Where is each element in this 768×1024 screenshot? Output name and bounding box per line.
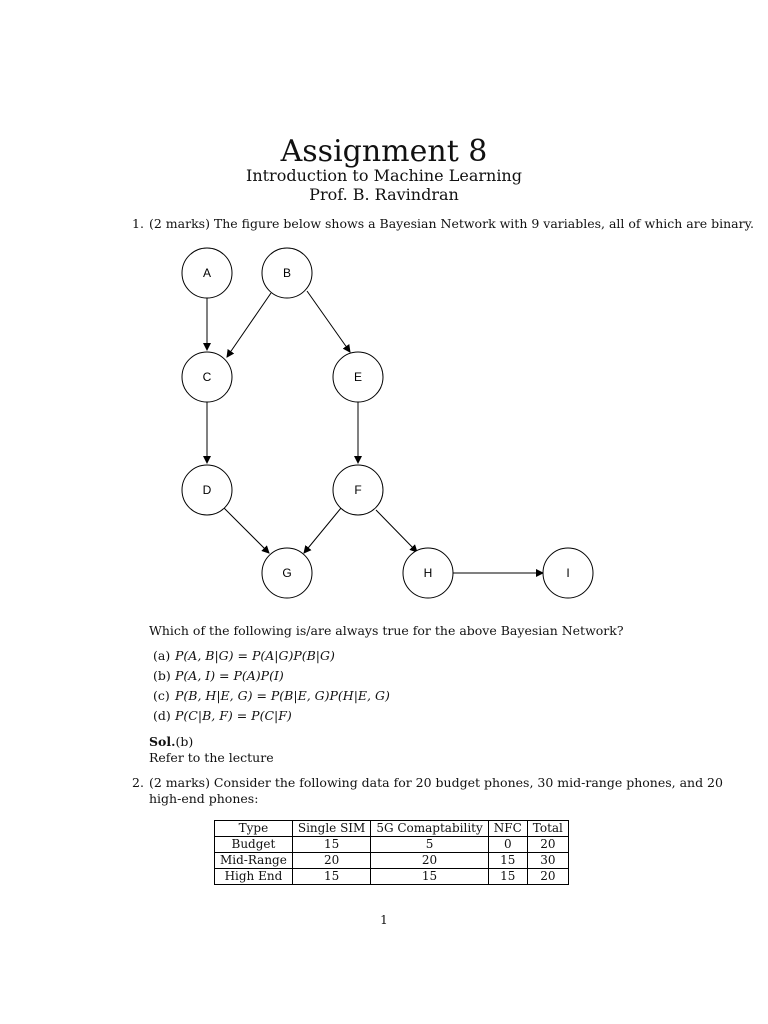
question-text-line-2: high-end phones: xyxy=(149,791,259,806)
option-expression: P(A, B|G) = P(A|G)P(B|G) xyxy=(175,648,335,663)
header-cell: Total xyxy=(527,821,568,837)
node-label: I xyxy=(566,566,570,580)
phone-data-table xyxy=(214,820,569,885)
node-label: F xyxy=(354,483,362,497)
question-text-line-1: (2 marks) Consider the following data for 20 budget phones, 30 mid-range phones, and 20 xyxy=(149,775,723,790)
node-e xyxy=(333,352,383,402)
table-cell: 0 xyxy=(488,837,527,853)
node-f xyxy=(333,465,383,515)
table-row xyxy=(215,837,569,853)
table-cell: 30 xyxy=(527,853,568,869)
edge-d-g xyxy=(224,508,269,553)
node-label: H xyxy=(423,566,433,580)
edge-b-c xyxy=(227,293,271,357)
node-d xyxy=(182,465,232,515)
node-label: C xyxy=(202,370,212,384)
option-a xyxy=(153,648,335,663)
table-row xyxy=(215,869,569,885)
solution xyxy=(149,734,193,750)
question-number: 2. xyxy=(132,775,144,790)
node-label: A xyxy=(202,266,212,280)
option-label: (c) xyxy=(153,688,170,703)
table-cell: 15 xyxy=(488,869,527,885)
option-b xyxy=(153,668,284,683)
option-expression: P(C|B, F) = P(C|F) xyxy=(175,708,292,723)
question-text: (2 marks) The figure below shows a Bayesian Network with 9 variables, all of which are binary. xyxy=(149,216,754,231)
table-cell: 15 xyxy=(292,869,370,885)
node-b xyxy=(262,248,312,298)
solution-label: Sol. xyxy=(149,734,176,749)
edge-b-e xyxy=(307,291,350,352)
table-cell: 15 xyxy=(371,869,488,885)
table-cell: 20 xyxy=(527,869,568,885)
solution-answer: (b) xyxy=(175,734,194,749)
option-label: (b) xyxy=(153,668,171,683)
table-row xyxy=(215,853,569,869)
table-header-row xyxy=(215,821,569,837)
node-c xyxy=(182,352,232,402)
header-cell: NFC xyxy=(488,821,527,837)
node-label: B xyxy=(282,266,292,280)
solution-note: Refer to the lecture xyxy=(149,750,274,765)
option-c xyxy=(153,688,390,703)
node-i xyxy=(543,548,593,598)
node-a xyxy=(182,248,232,298)
node-h xyxy=(403,548,453,598)
edge-f-g xyxy=(304,508,341,553)
question-number: 1. xyxy=(132,216,144,231)
option-expression: P(B, H|E, G) = P(B|E, G)P(H|E, G) xyxy=(175,688,390,703)
option-label: (a) xyxy=(153,648,171,663)
table-cell: Budget xyxy=(215,837,293,853)
node-label: D xyxy=(202,483,212,497)
instructor-name: Prof. B. Ravindran xyxy=(309,185,459,204)
table-cell: 15 xyxy=(292,837,370,853)
table-cell: Mid-Range xyxy=(215,853,293,869)
header-cell: 5G Comaptability xyxy=(371,821,488,837)
table-cell: 15 xyxy=(488,853,527,869)
q1-prompt: Which of the following is/are always true for the above Bayesian Network? xyxy=(149,623,624,638)
table-cell: 20 xyxy=(292,853,370,869)
table-cell: 20 xyxy=(371,853,488,869)
header-cell: Type xyxy=(215,821,293,837)
node-g xyxy=(262,548,312,598)
option-expression: P(A, I) = P(A)P(I) xyxy=(175,668,284,683)
table-cell: 5 xyxy=(371,837,488,853)
table-cell: High End xyxy=(215,869,293,885)
node-label: E xyxy=(353,370,363,384)
table-cell: 20 xyxy=(527,837,568,853)
option-d xyxy=(153,708,292,723)
course-name: Introduction to Machine Learning xyxy=(246,166,522,185)
page-number: 1 xyxy=(380,913,388,927)
edge-f-h xyxy=(376,510,417,552)
option-label: (d) xyxy=(153,708,171,723)
document-title: Assignment 8 xyxy=(280,134,488,169)
header-cell: Single SIM xyxy=(292,821,370,837)
node-label: G xyxy=(282,566,292,580)
